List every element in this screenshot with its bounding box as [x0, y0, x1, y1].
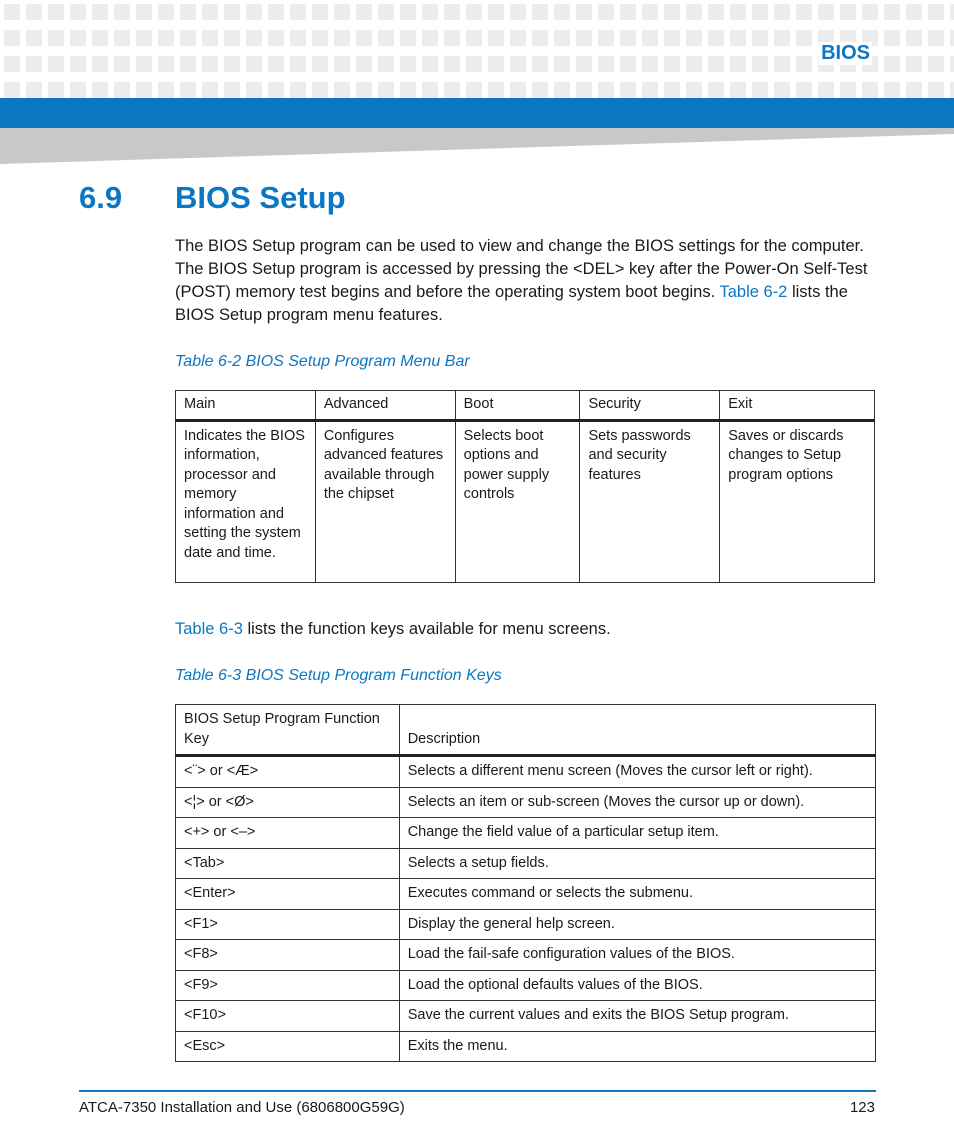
description-cell: Load the optional defaults values of the BIOS.: [399, 970, 875, 1001]
table-row: [176, 940, 876, 971]
header-cell: BIOS Setup Program Function Key: [176, 705, 400, 756]
description-cell: Save the current values and exits the BIOS Setup program.: [399, 1001, 875, 1032]
key-cell: <Enter>: [176, 879, 400, 910]
header-grey-wedge: [0, 128, 954, 164]
table-row: [176, 1001, 876, 1032]
table-cell: Sets passwords and security features: [580, 420, 720, 582]
key-cell: <¦> or <Ø>: [176, 787, 400, 818]
intro-text-end: lists the BIOS Setup program menu features.: [175, 283, 848, 324]
chapter-label: BIOS: [821, 42, 870, 64]
description-cell: Selects an item or sub-screen (Moves the cursor up or down).: [399, 787, 875, 818]
header-cell: Exit: [720, 391, 875, 421]
table-6-2-link[interactable]: Table 6-2: [719, 283, 788, 301]
header-cell: Description: [399, 705, 875, 756]
description-cell: Executes command or selects the submenu.: [399, 879, 875, 910]
description-cell: Load the fail-safe configuration values of the BIOS.: [399, 940, 875, 971]
table-row: [176, 1031, 876, 1062]
table-row: [176, 787, 876, 818]
key-cell: <Esc>: [176, 1031, 400, 1062]
function-keys-text: lists the function keys available for menu screens.: [242, 620, 611, 638]
description-cell: Display the general help screen.: [399, 909, 875, 940]
section-title: BIOS Setup: [175, 180, 346, 215]
function-keys-table: [175, 704, 876, 1062]
header-cell: Advanced: [315, 391, 455, 421]
header-cell: Security: [580, 391, 720, 421]
table-cell: Saves or discards changes to Setup program options: [720, 420, 875, 582]
table-row: [176, 879, 876, 910]
key-cell: <¨> or <Æ>: [176, 756, 400, 788]
table-header-row: [176, 391, 875, 421]
page-number: 123: [849, 1099, 875, 1116]
table-row: [176, 818, 876, 849]
table-cell: Selects boot options and power supply controls: [455, 420, 580, 582]
table-6-3-link[interactable]: Table 6-3: [175, 620, 243, 638]
key-cell: <+> or <–>: [176, 818, 400, 849]
description-cell: Exits the menu.: [399, 1031, 875, 1062]
intro-paragraph: [175, 235, 875, 327]
key-cell: <F9>: [176, 970, 400, 1001]
function-keys-paragraph: [175, 618, 875, 641]
table-6-2-caption: Table 6-2 BIOS Setup Program Menu Bar: [175, 353, 470, 370]
table-cell: Indicates the BIOS information, processor and memory information and setting the system date and time.: [176, 420, 316, 582]
section-number: 6.9: [79, 180, 123, 215]
table-header-row: [176, 705, 876, 756]
table-row: [176, 420, 875, 582]
header-cell: Boot: [455, 391, 580, 421]
footer-divider: [79, 1090, 876, 1092]
key-cell: <F1>: [176, 909, 400, 940]
table-6-3-caption: Table 6-3 BIOS Setup Program Function Keys: [175, 667, 502, 684]
intro-text: The BIOS Setup program can be used to view and change the BIOS settings for the computer. The BIOS Setup program is accessed by pressing the <DEL> key after the Power-On Self-Test (POST) memory test begins and before the operating system boot begins.: [175, 237, 868, 301]
description-cell: Selects a setup fields.: [399, 848, 875, 879]
description-cell: Change the field value of a particular setup item.: [399, 818, 875, 849]
table-cell: Configures advanced features available through the chipset: [315, 420, 455, 582]
header-blue-bar: [0, 98, 954, 128]
description-cell: Selects a different menu screen (Moves the cursor left or right).: [399, 756, 875, 788]
header-grid-pattern: [0, 0, 954, 98]
footer-doc-title: ATCA-7350 Installation and Use (6806800G59G): [79, 1099, 405, 1116]
table-row: [176, 756, 876, 788]
key-cell: <F10>: [176, 1001, 400, 1032]
table-row: [176, 909, 876, 940]
key-cell: <F8>: [176, 940, 400, 971]
menu-bar-table: [175, 390, 875, 583]
header-cell: Main: [176, 391, 316, 421]
key-cell: <Tab>: [176, 848, 400, 879]
table-row: [176, 848, 876, 879]
table-row: [176, 970, 876, 1001]
